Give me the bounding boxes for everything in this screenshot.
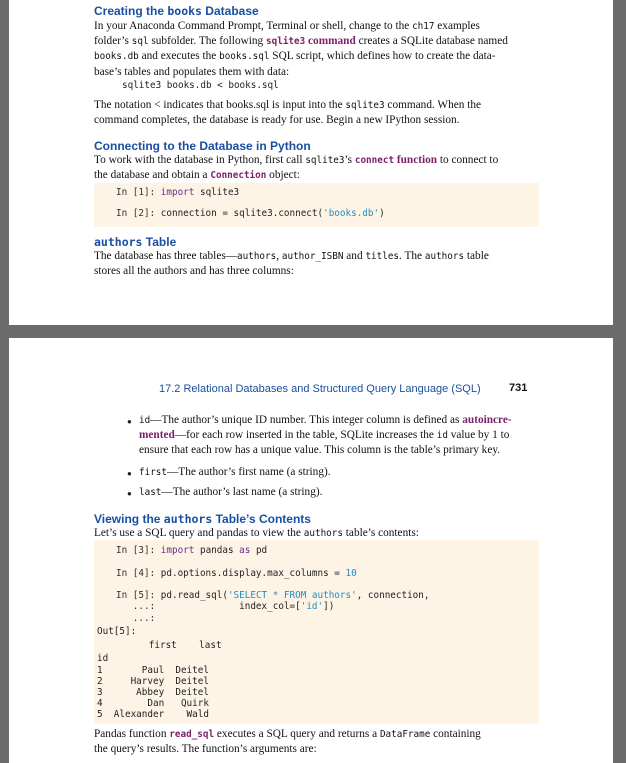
code-line-in5-cont — [116, 601, 334, 612]
code-text: pd.options.display.max_columns = — [160, 568, 346, 579]
table-row: 2 Harvey Deitel — [97, 676, 209, 687]
code-books-db: books.db — [94, 51, 139, 63]
text: —The author’s unique ID number. This integer column is defined as — [150, 414, 463, 426]
text: To work with the database in Python, first call — [94, 154, 306, 166]
running-header: 17.2 Relational Databases and Structured Query Language (SQL) — [159, 383, 481, 395]
text: The notation < indicates that books.sql is input into the — [94, 99, 346, 111]
text: to connect to — [437, 154, 499, 166]
paragraph-4 — [94, 249, 534, 278]
code-authors: authors — [424, 251, 465, 262]
code-text: pd.read_sql( — [160, 590, 228, 601]
bullet-icon: ● — [127, 489, 132, 498]
table-header: first last — [104, 640, 222, 651]
heading-code: authors — [163, 512, 213, 526]
code-id: id — [139, 415, 151, 426]
keyword-read-sql: read_sql — [169, 729, 215, 740]
text: command. When the — [384, 99, 482, 111]
paragraph-3 — [94, 153, 534, 183]
text: ’s — [344, 154, 355, 166]
code-text: , connection, — [356, 590, 430, 601]
bullet-last — [139, 485, 322, 500]
text: the query’s results. The function’s arguments are: — [94, 743, 317, 756]
code-string: 'books.db' — [323, 208, 380, 219]
text: Pandas function — [94, 728, 170, 740]
bullet-icon: ● — [127, 417, 132, 426]
table-row: 1 Paul Deitel — [97, 665, 209, 676]
text: stores all the authors and has three columns: — [94, 265, 294, 278]
keyword-autoincremented: mented — [139, 429, 175, 442]
paragraph-1 — [94, 19, 534, 79]
bullet-first — [139, 465, 331, 480]
keyword-function: function — [394, 154, 438, 166]
heading-connecting: Connecting to the Database in Python — [94, 139, 311, 153]
text: folder’s — [94, 35, 132, 48]
code-titles: titles — [365, 251, 400, 262]
heading-text: Creating the — [94, 4, 168, 18]
keyword-connect: connect — [354, 155, 395, 166]
code-keyword: import — [160, 187, 195, 198]
code-number: 10 — [345, 568, 357, 579]
text: . The — [399, 250, 425, 262]
keyword-command: command — [305, 35, 356, 48]
text: The database has three tables— — [94, 250, 238, 262]
code-text: ) — [379, 208, 385, 219]
heading-text: Viewing the — [94, 512, 164, 526]
heading-creating-books-db — [94, 4, 259, 18]
code-text: sqlite3 — [194, 187, 240, 198]
code-text: ]) — [323, 601, 335, 612]
code-line-in5-end — [116, 613, 155, 624]
heading-text: Database — [201, 4, 259, 18]
code-authors: authors — [237, 251, 277, 262]
text: containing — [430, 728, 481, 740]
code-ch17: ch17 — [412, 21, 435, 32]
heading-viewing-authors — [94, 512, 311, 526]
prompt: ...: — [116, 613, 156, 624]
text: table — [464, 250, 489, 262]
text: In your Anaconda Command Prompt, Terminal or shell, change to the — [94, 20, 413, 32]
heading-code: authors — [94, 235, 143, 249]
text: subfolder. The following — [148, 35, 267, 48]
text: executes a SQL query and returns a — [214, 728, 380, 740]
page-top — [9, 0, 613, 325]
text: ensure that each row has a unique value. This column is the table’s primary key. — [139, 444, 501, 457]
table-row: 4 Dan Quirk — [97, 698, 209, 709]
code-dataframe: DataFrame — [379, 729, 431, 740]
code-line-in1 — [116, 187, 239, 198]
text: table’s contents: — [342, 527, 419, 539]
bullet-icon: ● — [127, 469, 132, 478]
code-text: pandas — [194, 545, 240, 556]
prompt: In [1]: — [116, 187, 161, 198]
code-block-2 — [94, 540, 539, 724]
text: command completes, the database is ready for use. Begin a new IPython session. — [94, 114, 460, 127]
code-sqlite3: sqlite3 — [305, 155, 345, 166]
text: base’s tables and populates them with data: — [94, 65, 290, 78]
code-id: id — [436, 430, 448, 442]
code-keyword: as — [239, 545, 251, 556]
prompt: In [4]: — [116, 568, 161, 579]
prompt: In [3]: — [116, 545, 161, 556]
code-line-in5 — [116, 590, 429, 601]
prompt: In [5]: — [116, 590, 161, 601]
code-authors: authors — [303, 528, 343, 539]
command-line: sqlite3 books.db < books.sql — [122, 80, 279, 91]
text: and executes the — [138, 50, 220, 63]
code-sql: sql — [131, 36, 149, 48]
code-string: 'SELECT * FROM authors' — [227, 590, 357, 601]
prompt: In [2]: — [116, 208, 161, 219]
code-block-1 — [94, 183, 539, 227]
bullet-id — [139, 413, 512, 458]
code-books-sql: books.sql — [219, 51, 270, 63]
prompt: ...: — [116, 601, 161, 612]
page-number: 731 — [509, 382, 528, 394]
text: —for each row inserted in the table, SQLite increases the — [174, 429, 437, 442]
text: and — [343, 250, 366, 262]
table-index-name: id — [97, 653, 109, 664]
code-sqlite3: sqlite3 — [345, 100, 385, 111]
keyword-sqlite3: sqlite3 — [266, 36, 306, 48]
code-string: 'id' — [300, 601, 324, 612]
table-row: 3 Abbey Deitel — [97, 687, 209, 698]
paragraph-2 — [94, 98, 534, 127]
code-line-in2 — [116, 208, 385, 219]
text: creates a SQLite database named — [355, 35, 508, 48]
code-last: last — [139, 487, 162, 498]
text: —The author’s last name (a string). — [161, 486, 323, 498]
keyword-connection: Connection — [210, 170, 267, 182]
text: examples — [434, 20, 480, 32]
text: —The author’s first name (a string). — [167, 466, 331, 478]
text: object: — [266, 169, 300, 182]
code-text: pd — [250, 545, 268, 556]
code-first: first — [139, 467, 167, 478]
heading-code: books — [167, 4, 202, 18]
code-line-in3 — [116, 545, 267, 556]
text: the database and obtain a — [94, 169, 211, 182]
heading-authors-table — [94, 235, 176, 249]
text: value by 1 to — [447, 429, 510, 442]
out-label: Out[5]: — [97, 626, 137, 637]
text: SQL script, which defines how to create the data- — [269, 50, 496, 63]
code-line-in4 — [116, 568, 357, 579]
page-bottom — [9, 338, 613, 763]
code-keyword: import — [160, 545, 195, 556]
text: , — [276, 250, 282, 262]
heading-text: Table — [142, 235, 177, 249]
code-text: index_col=[ — [160, 601, 301, 612]
code-author-isbn: author_ISBN — [281, 251, 344, 262]
heading-text: Table’s Contents — [212, 512, 311, 526]
keyword-autoincremented: autoincre- — [462, 414, 512, 426]
code-text: connection = sqlite3.connect( — [160, 208, 324, 219]
paragraph-6 — [94, 727, 534, 756]
text: Let’s use a SQL query and pandas to view the — [94, 527, 304, 539]
paragraph-5 — [94, 526, 534, 541]
table-row: 5 Alexander Wald — [97, 709, 209, 720]
